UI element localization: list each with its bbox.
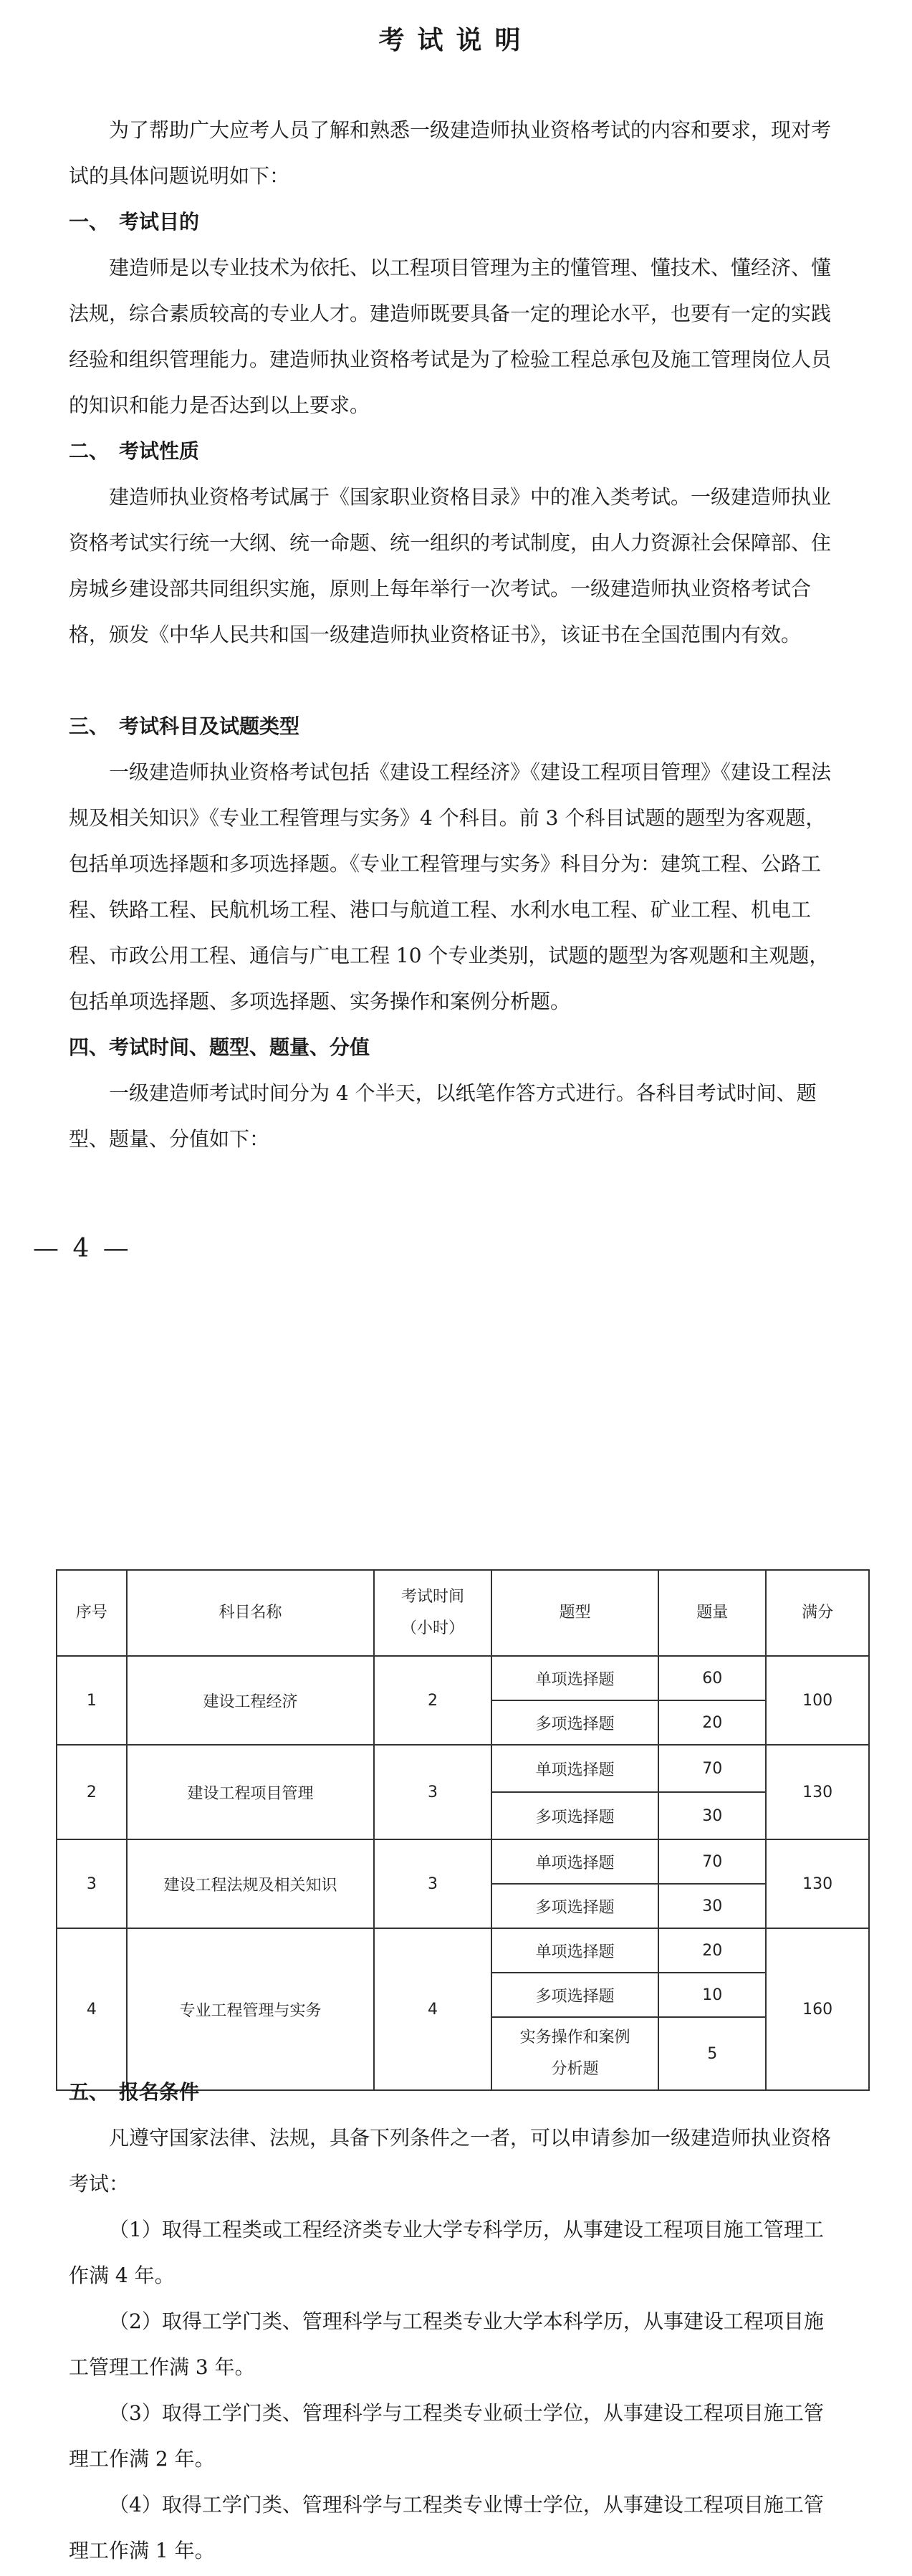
document-title: 考试说明 bbox=[378, 25, 534, 55]
row1-type-2: 多项选择题 bbox=[491, 1700, 659, 1745]
condition-4: （4）取得工学门类、管理科学与工程类专业博士学位，从事建设工程项目施工管理工作满 1 年。 bbox=[69, 2493, 824, 2562]
row3-no: 3 bbox=[57, 1839, 127, 1928]
row4-count-1: 20 bbox=[658, 1928, 766, 1973]
section5-heading: 五、 报名条件 bbox=[69, 2080, 200, 2104]
row1-count-2: 20 bbox=[658, 1700, 766, 1745]
exam-table bbox=[56, 1569, 870, 2091]
row3-type-1: 单项选择题 bbox=[491, 1839, 659, 1884]
row4-hours: 4 bbox=[374, 1928, 491, 2090]
section4-body: 一级建造师考试时间分为 4 个半天，以纸笔作答方式进行。各科目考试时间、题型、题量、分值如下： bbox=[69, 1081, 817, 1151]
row2-type-2: 多项选择题 bbox=[491, 1792, 659, 1839]
table-row bbox=[57, 1839, 869, 1884]
page-number: — 4 — bbox=[33, 1234, 132, 1263]
row4-count-2: 10 bbox=[658, 1973, 766, 2017]
row3-count-2: 30 bbox=[658, 1884, 766, 1928]
condition-2: （2）取得工学门类、管理科学与工程类专业大学本科学历，从事建设工程项目施工管理工作满 3 年。 bbox=[69, 2309, 824, 2379]
row4-type-1: 单项选择题 bbox=[491, 1928, 659, 1973]
row4-count-3: 5 bbox=[658, 2017, 766, 2090]
section2-heading: 二、 考试性质 bbox=[69, 439, 200, 463]
row1-type-1: 单项选择题 bbox=[491, 1656, 659, 1700]
section1-body: 建造师是以专业技术为依托、以工程项目管理为主的懂管理、懂技术、懂经济、懂法规，综合素质较高的专业人才。建造师既要具备一定的理论水平，也要有一定的实践经验和组织管理能力。建造师执业资格考试是为了检验工程总承包及施工管理岗位人员的知识和能力是否达到以上要求。 bbox=[69, 256, 832, 417]
row3-type-2: 多项选择题 bbox=[491, 1884, 659, 1928]
row4-type-3-line2: 分析题 bbox=[551, 2060, 599, 2078]
row1-score: 100 bbox=[766, 1656, 869, 1745]
section3-body: 一级建造师执业资格考试包括《建设工程经济》《建设工程项目管理》《建设工程法规及相关知识》《专业工程管理与实务》4 个科目。前 3 个科目试题的题型为客观题，包括单项选择题和多项选择题。《专业工程管理与实务》科目分为：建筑工程、公路工程、铁路工程、民航机场工程、港口与航道工程、水利水电工程、矿业工程、机电工程、市政公用工程、通信与广电工程 10 个专业类别，试题的题型为客观题和主观题，包括单项选择题、多项选择题、实务操作和案例分析题。 bbox=[69, 760, 832, 1013]
row4-type-2: 多项选择题 bbox=[491, 1973, 659, 2017]
row1-no: 1 bbox=[57, 1656, 127, 1745]
row2-hours: 3 bbox=[374, 1745, 491, 1839]
section5-intro: 凡遵守国家法律、法规，具备下列条件之一者，可以申请参加一级建造师执业资格考试： bbox=[69, 2126, 832, 2196]
row4-subject: 专业工程管理与实务 bbox=[127, 1928, 374, 2090]
row2-type-1: 单项选择题 bbox=[491, 1745, 659, 1792]
header-score: 满分 bbox=[766, 1570, 869, 1656]
header-no: 序号 bbox=[57, 1570, 127, 1656]
row1-count-1: 60 bbox=[658, 1656, 766, 1700]
condition-1: （1）取得工程类或工程经济类专业大学专科学历，从事建设工程项目施工管理工作满 4 年。 bbox=[69, 2218, 824, 2287]
row2-subject: 建设工程项目管理 bbox=[127, 1745, 374, 1839]
row3-subject: 建设工程法规及相关知识 bbox=[127, 1839, 374, 1928]
header-time bbox=[374, 1570, 491, 1656]
row3-score: 130 bbox=[766, 1839, 869, 1928]
header-type: 题型 bbox=[491, 1570, 659, 1656]
row1-subject: 建设工程经济 bbox=[127, 1656, 374, 1745]
intro-paragraph: 为了帮助广大应考人员了解和熟悉一级建造师执业资格考试的内容和要求，现对考试的具体问题说明如下： bbox=[69, 118, 832, 188]
row2-no: 2 bbox=[57, 1745, 127, 1839]
table-row bbox=[57, 1928, 869, 1973]
row1-hours: 2 bbox=[374, 1656, 491, 1745]
row2-count-2: 30 bbox=[658, 1792, 766, 1839]
row2-count-1: 70 bbox=[658, 1745, 766, 1792]
condition-3: （3）取得工学门类、管理科学与工程类专业硕士学位，从事建设工程项目施工管理工作满 2 年。 bbox=[69, 2401, 824, 2471]
header-subject: 科目名称 bbox=[127, 1570, 374, 1656]
row4-score: 160 bbox=[766, 1928, 869, 2090]
section3-heading: 三、 考试科目及试题类型 bbox=[69, 714, 300, 738]
header-count: 题量 bbox=[658, 1570, 766, 1656]
header-time-line1: 考试时间 bbox=[401, 1588, 465, 1606]
row3-hours: 3 bbox=[374, 1839, 491, 1928]
table-row bbox=[57, 1745, 869, 1792]
row4-no: 4 bbox=[57, 1928, 127, 2090]
row4-type-3-line1: 实务操作和案例 bbox=[519, 2029, 630, 2046]
section4-heading: 四、考试时间、题型、题量、分值 bbox=[69, 1035, 370, 1059]
header-time-line2: （小时） bbox=[401, 1619, 465, 1637]
table-row bbox=[57, 1656, 869, 1700]
section2-body: 建造师执业资格考试属于《国家职业资格目录》中的准入类考试。一级建造师执业资格考试实行统一大纲、统一命题、统一组织的考试制度，由人力资源社会保障部、住房城乡建设部共同组织实施，原则上每年举行一次考试。一级建造师执业资格考试合格，颁发《中华人民共和国一级建造师执业资格证书》，该证书在全国范围内有效。 bbox=[69, 485, 832, 646]
row2-score: 130 bbox=[766, 1745, 869, 1839]
row3-count-1: 70 bbox=[658, 1839, 766, 1884]
table-header-row bbox=[57, 1570, 869, 1656]
section1-heading: 一、 考试目的 bbox=[69, 210, 200, 234]
